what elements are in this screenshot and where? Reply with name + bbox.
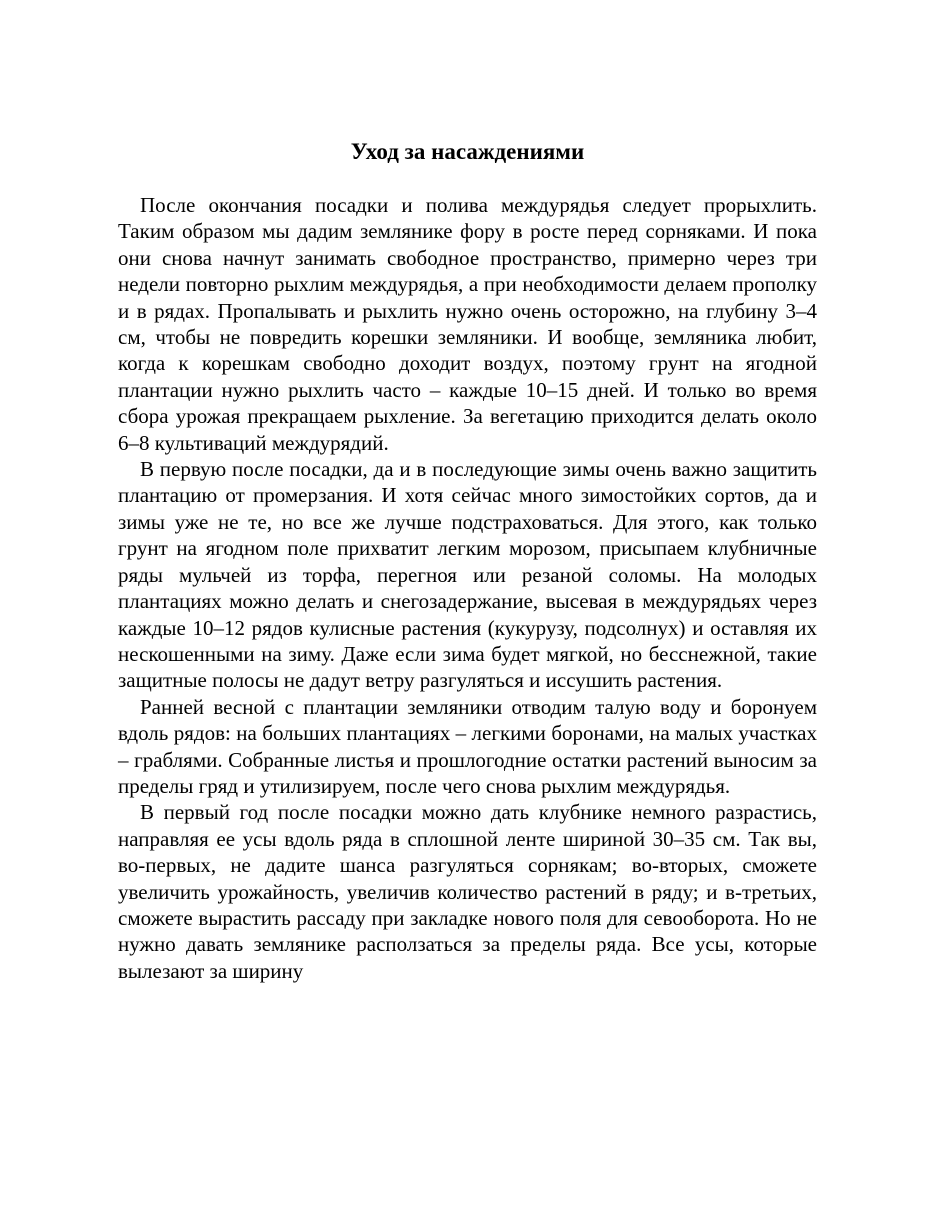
paragraph: В первый год после посадки можно дать клубнике немного разрастись, направляя ее усы вдоль ряда в сплошной ленте шириной 30–35 см. Так вы, во-первых, не дадите шанса разгуляться сорнякам; во-вторых, сможете увеличить урожайность, увеличив количество растений в ряду; и в-третьих, сможете вырастить рассаду при закладке нового поля для севооборота. Но не нужно давать землянике расползаться за пределы ряда. Все усы, которые вылезают за ширину [118,800,817,983]
paragraph: Ранней весной с плантации земляники отводим талую воду и боронуем вдоль рядов: на больших плантациях – легкими боронами, на малых участках – граблями. Собранные листья и прошлогодние остатки растений выносим за пределы гряд и утилизируем, после чего снова рыхлим междурядья. [118,694,817,798]
page-title: Уход за насаждениями [350,139,585,164]
paragraph: В первую после посадки, да и в последующие зимы очень важно защитить плантацию от промерзания. И хотя сейчас много зимостойких сортов, да и зимы уже не те, но все же лучше подстраховаться. Для этого, как только грунт на ягодном поле прихватит легким морозом, присыпаем клубничные ряды мульчей из торфа, перегноя или резаной соломы. На молодых плантациях можно делать и снегозадержание, высевая в междурядьях через каждые 10–12 рядов кулисные растения (кукурузу, подсолнух) и оставляя их нескошенными на зиму. Даже если зима будет мягкой, но бесснежной, такие защитные полосы не дадут ветру разгуляться и иссушить растения. [118,457,817,693]
document-body [118,192,817,984]
paragraph: После окончания посадки и полива междурядья следует прорыхлить. Таким образом мы дадим землянике фору в росте перед сорняками. И пока они снова начнут занимать свободное пространство, примерно через три недели повторно рыхлим междурядья, а при необходимости делаем прополку и в рядах. Пропалывать и рыхлить нужно очень осторожно, на глубину 3–4 см, чтобы не повредить корешки земляники. И вообще, земляника любит, когда к корешкам свободно доходит воздух, поэтому грунт на ягодной плантации нужно рыхлить часто – каждые 10–15 дней. И только во время сбора урожая прекращаем рыхление. За вегетацию приходится делать около 6–8 культиваций междурядий. [118,193,817,455]
